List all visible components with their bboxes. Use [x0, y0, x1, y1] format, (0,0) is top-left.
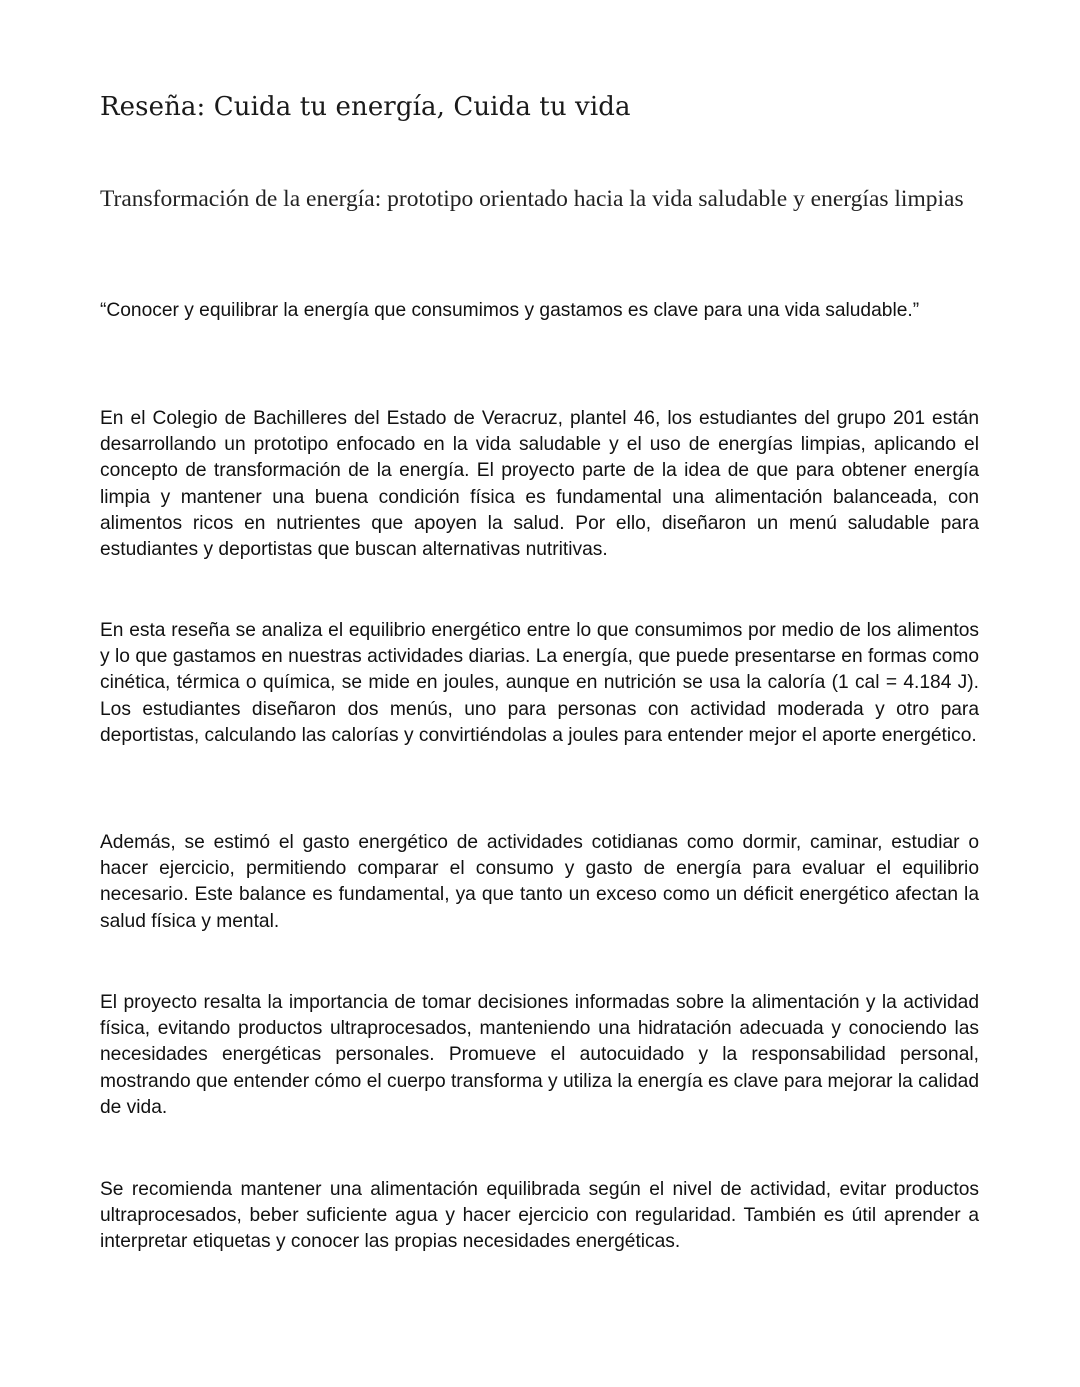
- paragraph-project-importance: El proyecto resalta la importancia de tomar decisiones informadas sobre la alimentación y la actividad física, evitando productos ultraprocesados, manteniendo una hidratación adecuada y conociendo las necesidades energéticas personales. Promueve el autocuidado y la responsabilidad personal, mostrando que entender cómo el cuerpo transforma y utiliza la energía es clave para mejorar la calidad de vida.: [100, 992, 979, 1118]
- document-subtitle: Transformación de la energía: prototipo orientado hacia la vida saludable y energías limpias: [100, 186, 964, 212]
- document-quote: “Conocer y equilibrar la energía que consumimos y gastamos es clave para una vida saludable.”: [100, 300, 920, 321]
- paragraph-recommendations: Se recomienda mantener una alimentación equilibrada según el nivel de actividad, evitar productos ultraprocesados, beber suficiente agua y hacer ejercicio con regularidad. También es útil aprender a interpretar etiquetas y conocer las propias necesidades energéticas.: [100, 1179, 979, 1253]
- paragraph-introduction: En el Colegio de Bachilleres del Estado de Veracruz, plantel 46, los estudiantes del grupo 201 están desarrollando un prototipo enfocado en la vida saludable y el uso de energías limpias, aplicando el concepto de transformación de la energía. El proyecto parte de la idea de que para obtener energía limpia y mantener una buena condición física es fundamental una alimentación balanceada, con alimentos ricos en nutrientes que apoyen la salud. Por ello, diseñaron un menú saludable para estudiantes y deportistas que buscan alternativas nutritivas.: [100, 408, 979, 561]
- paragraph-energy-balance: En esta reseña se analiza el equilibrio energético entre lo que consumimos por medio de los alimentos y lo que gastamos en nuestras actividades diarias. La energía, que puede presentarse en formas como cinética, térmica o química, se mide en joules, aunque en nutrición se usa la caloría (1 cal = 4.184 J). Los estudiantes diseñaron dos menús, uno para personas con actividad moderada y otro para deportistas, calculando las calorías y convirtiéndolas a joules para entender mejor el aporte energético.: [100, 620, 979, 746]
- paragraph-energy-expenditure: Además, se estimó el gasto energético de actividades cotidianas como dormir, caminar, estudiar o hacer ejercicio, permitiendo comparar el consumo y gasto de energía para evaluar el equilibrio necesario. Este balance es fundamental, ya que tanto un exceso como un déficit energético afectan la salud física y mental.: [100, 832, 979, 932]
- document-title: Reseña: Cuida tu energía, Cuida tu vida: [100, 92, 631, 122]
